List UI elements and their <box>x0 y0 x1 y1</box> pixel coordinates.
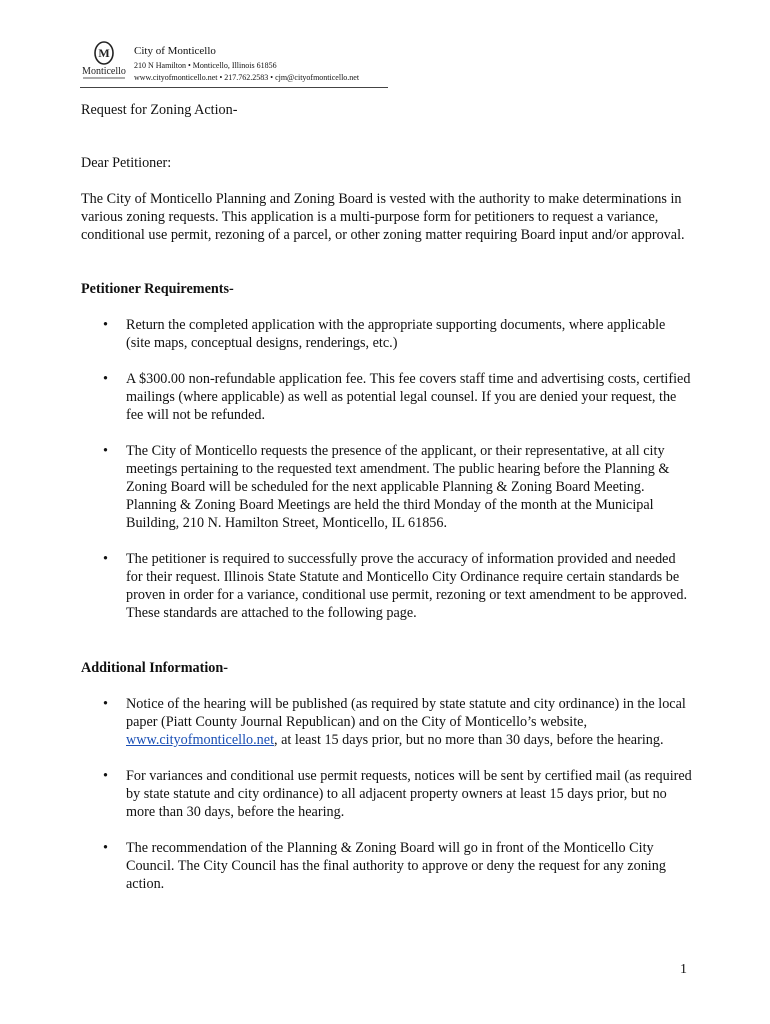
page-number: 1 <box>680 962 687 977</box>
list-item: • For variances and conditional use permit requests, notices will be sent by certified mail (as required by state statute and city ordinance) to all adjacent property owners at least 15 days prior, but no more than 30 days, before the hearing. <box>81 767 693 821</box>
list-item: • Return the completed application with the appropriate supporting documents, where applicable (site maps, conceptual designs, renderings, etc.) <box>81 316 693 352</box>
document-title: Request for Zoning Action- <box>81 102 238 118</box>
list-item-text: , at least 15 days prior, but no more than 30 days, before the hearing. <box>274 732 664 748</box>
additional-list <box>81 695 693 911</box>
list-item-text: Notice of the hearing will be published (as required by state statute and city ordinance) in the local paper (Piatt County Journal Republican) and on the City of Monticello’s website, <box>126 696 686 730</box>
list-item <box>81 695 693 749</box>
list-item: • The recommendation of the Planning & Zoning Board will go in front of the Monticello City Council. The City Council has the final authority to approve or deny the request for any zoning action. <box>81 839 693 893</box>
letterhead-divider <box>80 87 388 88</box>
salutation: Dear Petitioner: <box>81 155 172 171</box>
list-item: • A $300.00 non-refundable application fee. This fee covers staff time and advertising costs, certified mailings (where applicable) as well as potential legal counsel. If you are denied your request, the fee will not be refunded. <box>81 370 693 424</box>
letterhead-contact: www.cityofmonticello.net • 217.762.2583 • cjm@cityofmonticello.net <box>134 73 360 82</box>
list-item: • The City of Monticello requests the presence of the applicant, or their representative, at all city meetings pertaining to the requested text amendment. The public hearing before the Planning & Zoning Board will be scheduled for the next applicable Planning & Zoning Board Meeting. Planning & Zoning Board Meetings are held the third Monday of the month at the Municipal Building, 210 N. Hamilton Street, Monticello, IL 61856. <box>81 442 693 532</box>
svg-text:Monticello: Monticello <box>82 66 126 77</box>
letterhead-city: City of Monticello <box>134 45 216 57</box>
website-link[interactable]: www.cityofmonticello.net <box>126 732 275 748</box>
city-logo <box>80 40 128 84</box>
svg-text:M: M <box>98 46 110 60</box>
letterhead <box>80 40 388 90</box>
requirements-list <box>81 316 693 640</box>
list-item: • The petitioner is required to successfully prove the accuracy of information provided and needed for their request. Illinois State Statute and Monticello City Ordinance require certain standards be proven in order for a variance, conditional use permit, rezoning or text amendment to be approved. These standards are attached to the following page. <box>81 550 693 622</box>
intro-paragraph: The City of Monticello Planning and Zoning Board is vested with the authority to make determinations in various zoning requests. This application is a multi-purpose form for petitioners to request a variance, conditional use permit, rezoning of a parcel, or other zoning matter requiring Board input and/or approval. <box>81 191 685 243</box>
requirements-heading: Petitioner Requirements- <box>81 281 234 297</box>
additional-heading: Additional Information- <box>81 660 229 676</box>
letterhead-address: 210 N Hamilton • Monticello, Illinois 61856 <box>134 61 277 70</box>
